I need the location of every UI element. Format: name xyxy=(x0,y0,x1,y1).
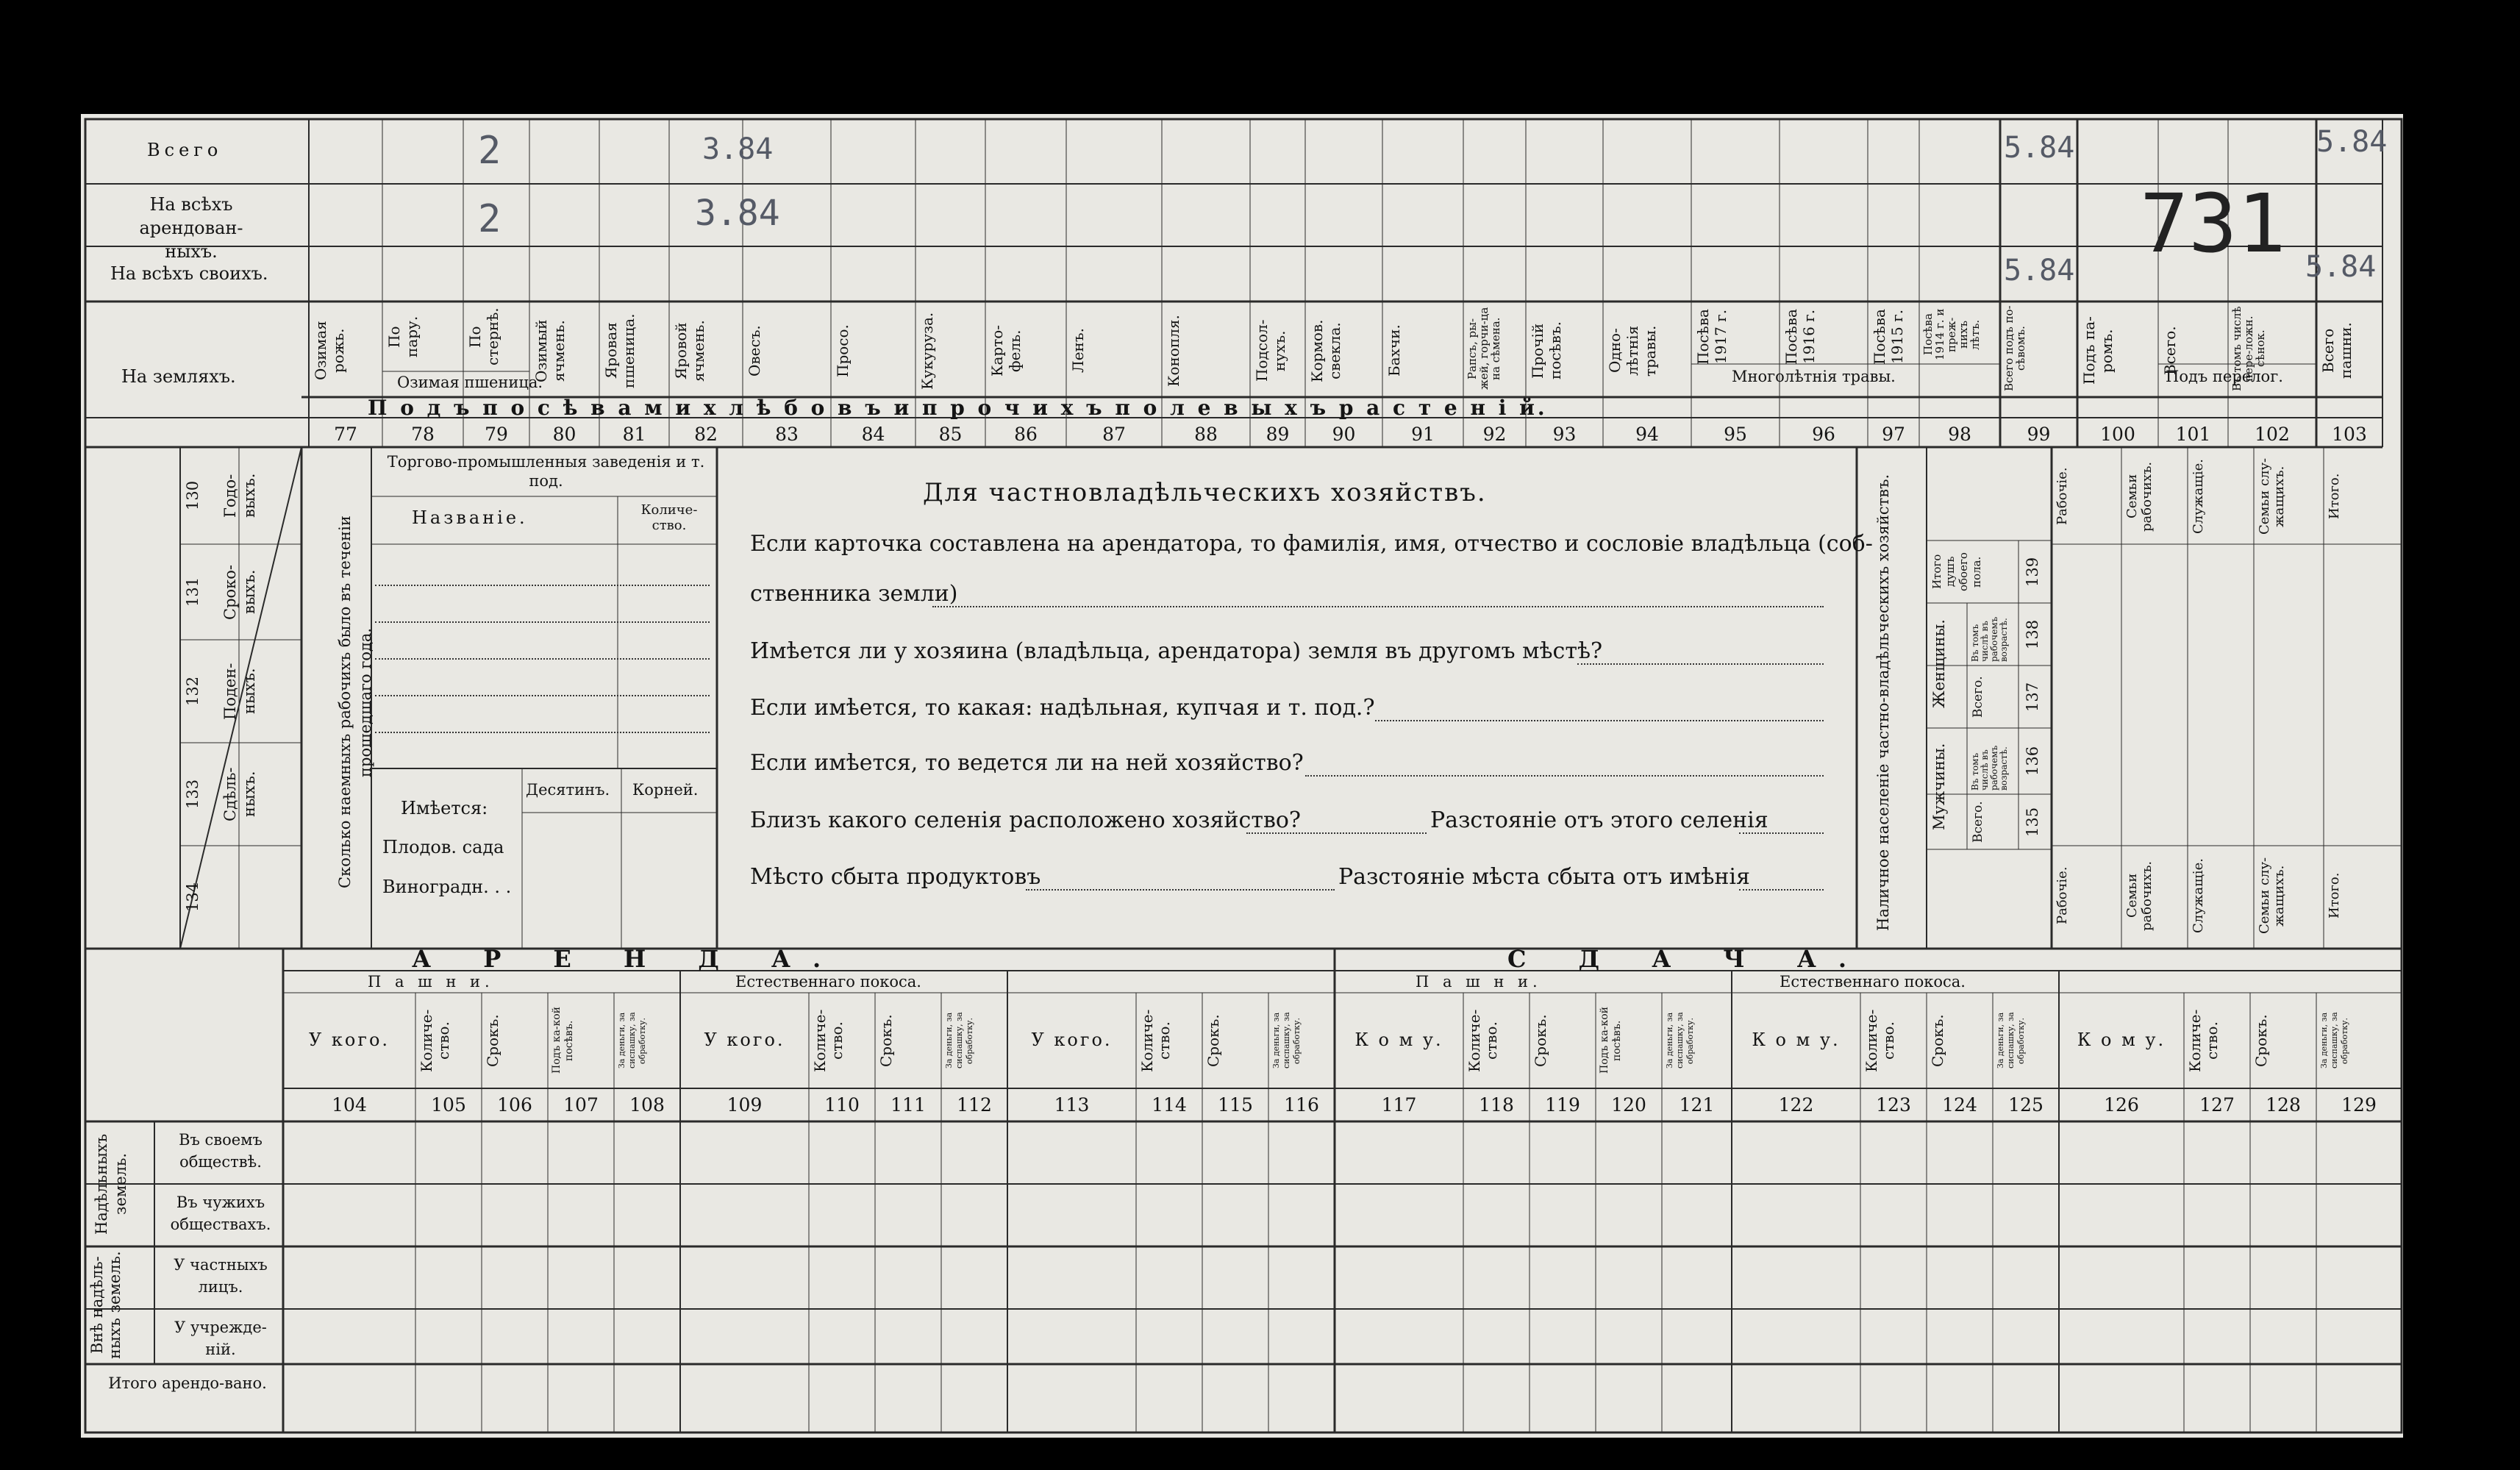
crop-column-number: 77 xyxy=(334,424,357,445)
row-uchrezhdeniy: У учрежде-ній. xyxy=(174,1319,267,1358)
crop-column-number: 80 xyxy=(552,424,577,445)
lease-column-number: 104 xyxy=(332,1094,367,1116)
lease-column-number: 122 xyxy=(1778,1094,1814,1116)
crop-column-number: 94 xyxy=(1635,424,1659,445)
trade-qty-header: Количе-ство. xyxy=(640,502,698,533)
staff-label: Итого. xyxy=(2327,872,2342,919)
vsego-label: Всего. xyxy=(1971,676,1985,718)
lease-column-number: 121 xyxy=(1679,1094,1715,1116)
vsego-label: Всего. xyxy=(1971,801,1985,843)
lease-column-label: За деньги, за сиспашку, за обработку. xyxy=(944,1012,974,1069)
question-owner-cont: ственника земли) xyxy=(750,581,958,607)
crop-column-number: 96 xyxy=(1812,424,1835,445)
row-chuzhih: Въ чужихъ обществахъ. xyxy=(170,1194,271,1233)
hired-workers-type: Поден-ныхъ. xyxy=(221,663,258,720)
answer-line xyxy=(1577,663,1824,665)
nalichnoe-label: Наличное населеніе частно-владѣльческихъ хозяйствъ. xyxy=(1874,474,1892,931)
hired-workers-number: 131 xyxy=(184,577,201,607)
question-market-distance: Разстояніе мѣста сбыта отъ имѣнія xyxy=(1338,864,1750,890)
lease-column-label: Количе-ство. xyxy=(1466,1009,1500,1072)
lease-column-label: Количе-ство. xyxy=(418,1009,452,1072)
answer-line xyxy=(1739,832,1824,834)
crop-column-number: 78 xyxy=(411,424,435,445)
lease-column-number: 110 xyxy=(824,1094,860,1116)
staff-label: Семьи рабочихъ. xyxy=(2124,461,2155,532)
question-owner: Если карточка составлена на арендатора, то фамилія, имя, отчество и сословіе владѣльца (соб- xyxy=(750,531,1873,557)
crop-column-label: Конопля. xyxy=(1165,315,1182,387)
mnogoletnie-label: Многолѣтнія травы. xyxy=(1732,368,1896,385)
crop-column-number: 86 xyxy=(1014,424,1038,445)
crop-column-number: 84 xyxy=(861,424,885,445)
crop-column-label: Овесъ. xyxy=(746,325,763,377)
lease-column-label: Срокъ. xyxy=(877,1014,895,1067)
arenda-pashni-label: П а ш н и. xyxy=(368,973,494,991)
lease-column-label: Срокъ. xyxy=(1929,1014,1946,1067)
question-farming: Если имѣется, то ведется ли на ней хозяйство? xyxy=(750,750,1304,776)
population-column-number: 138 xyxy=(2024,619,2041,649)
lease-column-label: Количе-ство. xyxy=(1138,1009,1173,1072)
private-title: Для частновладѣльческихъ хозяйствъ. xyxy=(923,478,1487,507)
crop-column-label: Прочій посѣвъ. xyxy=(1529,321,1564,380)
v-tom-label: Въ томъ числѣ въ рабочемъ возрастѣ. xyxy=(1970,616,2009,662)
row-itogo: Итого арендо-вано. xyxy=(108,1374,267,1392)
imeetsya-label: Имѣется: xyxy=(401,798,488,818)
lease-column-label: У кого. xyxy=(1031,1030,1113,1050)
crop-column-number: 99 xyxy=(2027,424,2051,445)
answer-line xyxy=(1246,832,1427,834)
crop-column-label: По пару. xyxy=(385,315,421,358)
na-zemlyah-label: На земляхъ. xyxy=(121,366,236,387)
hired-workers-number: 130 xyxy=(184,480,201,511)
crop-column-label: Одно-лѣтнія травы. xyxy=(1606,325,1659,377)
lease-column-number: 109 xyxy=(727,1094,763,1116)
crop-column-number: 101 xyxy=(2175,424,2211,445)
lease-column-number: 108 xyxy=(629,1094,665,1116)
trade-title: Торгово-промышленныя заведенія и т. под. xyxy=(387,453,705,490)
question-market: Мѣсто сбыта продуктовъ xyxy=(750,864,1041,890)
lease-column-label: У кого. xyxy=(308,1030,390,1050)
arenda-pokos-label: Естественнаго покоса. xyxy=(735,973,921,991)
population-column-number: 137 xyxy=(2024,682,2041,712)
population-column-number: 139 xyxy=(2024,557,2041,587)
hired-workers-number: 133 xyxy=(184,779,201,810)
crop-column-label: Яровая пшеница. xyxy=(602,313,638,388)
handwritten-value: 2 xyxy=(478,129,501,173)
crop-column-label: Яровой ячмень. xyxy=(672,320,707,382)
crop-column-number: 90 xyxy=(1332,424,1356,445)
lease-column-number: 118 xyxy=(1479,1094,1514,1116)
lease-column-label: Срокъ. xyxy=(2252,1014,2270,1067)
handwritten-value: 3.84 xyxy=(695,193,780,234)
crop-column-label: Рапсъ, ры-жей, горчи-ца на сѣмена. xyxy=(1466,307,1502,390)
hired-workers-type: Сроко-выхъ. xyxy=(221,564,258,620)
row-chastnyh: У частныхъ лицъ. xyxy=(174,1256,268,1296)
workers-question: Сколько наемныхъ рабочихъ было въ теченіи прошедшаго года. xyxy=(336,515,374,889)
staff-label: Рабочіе. xyxy=(2055,866,2070,925)
crop-column-number: 82 xyxy=(694,424,718,445)
crop-column-label: Озимый ячмень. xyxy=(532,319,568,382)
crop-column-number: 102 xyxy=(2255,424,2290,445)
sad-label: Плодов. сада xyxy=(382,837,504,857)
lease-column-label: Срокъ. xyxy=(1532,1014,1549,1067)
lease-column-label: За деньги, за сиспашку, за обработку. xyxy=(617,1012,647,1069)
answer-line xyxy=(1305,775,1824,777)
muzhchiny-label: Мужчины. xyxy=(1930,743,1948,831)
lease-column-label: Количе-ство. xyxy=(811,1009,846,1072)
lease-column-number: 112 xyxy=(957,1094,992,1116)
lease-column-label: К о м у. xyxy=(1354,1030,1443,1050)
staff-label: Семьи слу-жащихъ. xyxy=(2257,457,2287,535)
crop-column-label: Въ томъ числѣ пере-ложн. сѣнок. xyxy=(2230,306,2267,391)
crop-column-label: Ленъ. xyxy=(1069,328,1087,374)
crop-column-number: 95 xyxy=(1724,424,1747,445)
crop-column-number: 83 xyxy=(775,424,799,445)
lease-column-number: 105 xyxy=(431,1094,466,1116)
lease-column-number: 107 xyxy=(563,1094,599,1116)
lease-column-label: За деньги, за сиспашку, за обработку. xyxy=(1996,1012,2026,1069)
crop-column-label: Посѣва 1916 г. xyxy=(1782,309,1818,365)
v-tom-label: Въ томъ числѣ въ рабочемъ возрастѣ. xyxy=(1970,745,2009,791)
question-distance: Разстояніе отъ этого селенія xyxy=(1430,807,1768,833)
sdacha-title: С Д А Ч А. xyxy=(1507,945,1868,973)
staff-label: Служащіе. xyxy=(2191,459,2206,534)
crop-column-label: Кукуруза. xyxy=(918,312,936,390)
crop-column-number: 81 xyxy=(622,424,646,445)
crop-column-label: Подсол-нухъ. xyxy=(1253,319,1288,382)
crop-column-number: 97 xyxy=(1882,424,1905,445)
handwritten-value: 5.84 xyxy=(2305,250,2377,284)
crop-column-number: 98 xyxy=(1948,424,1971,445)
lease-column-number: 125 xyxy=(2008,1094,2044,1116)
handwritten-value: 5.84 xyxy=(2316,125,2388,159)
vne-nadel-label: Внѣ надѣль-ныхъ земель. xyxy=(88,1251,124,1360)
row-vsego-label: Всего xyxy=(147,140,223,160)
handwritten-value: 5.84 xyxy=(2004,131,2075,165)
lease-column-number: 115 xyxy=(1218,1094,1253,1116)
lease-column-label: Подъ ка-кой посѣвъ. xyxy=(1599,1007,1623,1074)
trade-name-header: Названіе. xyxy=(412,507,528,528)
crop-column-number: 88 xyxy=(1194,424,1218,445)
lease-column-number: 119 xyxy=(1545,1094,1580,1116)
itogo-oboego-label: Итого душъ обоего пола. xyxy=(1930,552,1983,591)
question-other-land: Имѣется ли у хозяина (владѣльца, арендатора) земля въ другомъ мѣстѣ? xyxy=(750,638,1603,664)
crop-column-number: 92 xyxy=(1482,424,1507,445)
banner-title: П о д ъ п о с ѣ в а м и х л ѣ б о в ъ и п р о ч и х ъ п о л е в ы х ъ р а с т е н і й. xyxy=(368,396,1548,420)
staff-label: Итого. xyxy=(2327,473,2342,520)
row-arendovannyh-label: На всѣхъ арендован- ныхъ. xyxy=(139,194,243,262)
lease-column-number: 111 xyxy=(890,1094,926,1116)
lease-column-label: Количе-ство. xyxy=(2186,1009,2221,1072)
sdacha-pokos-label: Естественнаго покоса. xyxy=(1780,973,1966,991)
staff-label: Служащіе. xyxy=(2191,858,2206,933)
crop-column-number: 85 xyxy=(938,424,963,445)
crop-column-label: Всего подъ по-сѣвомъ. xyxy=(2002,305,2027,392)
lease-column-label: Количе-ство. xyxy=(1863,1009,1897,1072)
crop-column-label: Всего пашни. xyxy=(2319,322,2355,379)
hired-workers-number: 134 xyxy=(184,882,201,913)
lease-column-number: 113 xyxy=(1054,1094,1090,1116)
sdacha-pashni-label: П а ш н и. xyxy=(1416,973,1542,991)
lease-column-number: 106 xyxy=(497,1094,532,1116)
pod-perelog-label: Подъ перелог. xyxy=(2166,368,2283,385)
crop-column-number: 100 xyxy=(2100,424,2135,445)
lease-column-number: 114 xyxy=(1152,1094,1187,1116)
crop-column-number: 87 xyxy=(1102,424,1126,445)
crop-column-number: 93 xyxy=(1552,424,1577,445)
crop-column-number: 79 xyxy=(485,424,508,445)
lease-column-number: 129 xyxy=(2341,1094,2377,1116)
crop-column-number: 103 xyxy=(2332,424,2367,445)
crop-column-label: Посѣва 1917 г. xyxy=(1694,309,1730,365)
crop-column-label: Карто-фель. xyxy=(988,324,1024,377)
crop-column-label: По стернѣ. xyxy=(466,307,501,366)
handwritten-mark: 731 xyxy=(2140,176,2286,271)
desyatin-header: Десятинъ. xyxy=(526,781,610,799)
lease-column-number: 128 xyxy=(2266,1094,2301,1116)
crop-column-label: Озимая рожь. xyxy=(312,321,347,381)
row-svoih-label: На всѣхъ своихъ. xyxy=(110,263,268,284)
lease-column-label: За деньги, за сиспашку, за обработку. xyxy=(1665,1012,1695,1069)
answer-line xyxy=(1739,889,1824,891)
lease-column-number: 127 xyxy=(2199,1094,2235,1116)
lease-column-number: 120 xyxy=(1611,1094,1646,1116)
question-village: Близъ какого селенія расположено хозяйство? xyxy=(750,807,1301,833)
handwritten-value: 2 xyxy=(478,197,501,241)
answer-line xyxy=(1026,889,1335,891)
crop-column-label: Бахчи. xyxy=(1385,324,1403,377)
crop-column-number: 89 xyxy=(1266,424,1290,445)
zhenshchiny-label: Женщины. xyxy=(1930,619,1948,708)
staff-label: Семьи слу-жащихъ. xyxy=(2257,857,2287,935)
lease-column-label: Срокъ. xyxy=(484,1014,501,1067)
lease-column-label: За деньги, за сиспашку, за обработку. xyxy=(2319,1012,2349,1069)
lease-column-label: К о м у. xyxy=(1752,1030,1841,1050)
lease-column-label: Подъ ка-кой посѣвъ. xyxy=(551,1007,575,1074)
answer-line xyxy=(1375,720,1824,721)
lease-column-number: 124 xyxy=(1942,1094,1977,1116)
crop-column-label: Кормов. свекла. xyxy=(1308,319,1343,382)
population-column-number: 136 xyxy=(2024,746,2041,777)
crop-column-label: Всего. xyxy=(2161,326,2179,376)
lease-column-number: 116 xyxy=(1284,1094,1319,1116)
question-land-type: Если имѣется, то какая: надѣльная, купчая и т. под.? xyxy=(750,695,1375,721)
lease-column-number: 123 xyxy=(1876,1094,1911,1116)
ozimaya-pshenitsa-label: Озимая пшеница. xyxy=(397,374,543,391)
arenda-title: А Р Е Н Д А. xyxy=(412,945,843,973)
lease-column-label: У кого. xyxy=(704,1030,785,1050)
crop-column-label: Посѣва 1914 г. и преж-нихъ лѣтъ. xyxy=(1921,308,1982,361)
staff-label: Семьи рабочихъ. xyxy=(2124,860,2155,931)
nadelnyh-label: Надѣльныхъ земель. xyxy=(93,1133,129,1235)
hired-workers-number: 132 xyxy=(184,676,201,707)
korney-header: Корней. xyxy=(632,781,699,799)
hired-workers-type: Годо-выхъ. xyxy=(221,473,258,518)
staff-label: Рабочіе. xyxy=(2055,467,2070,526)
handwritten-value: 5.84 xyxy=(2004,254,2075,288)
crop-column-label: Посѣва 1915 г. xyxy=(1871,309,1906,365)
lease-column-number: 126 xyxy=(2104,1094,2139,1116)
crop-column-number: 91 xyxy=(1411,424,1435,445)
population-column-number: 135 xyxy=(2024,807,2041,837)
crop-column-label: Подъ па-ромъ. xyxy=(2080,316,2116,385)
answer-line xyxy=(932,606,1824,607)
lease-column-label: К о м у. xyxy=(2077,1030,2166,1050)
vinograd-label: Виноградн. . . xyxy=(382,877,512,897)
row-svoem: Въ своемъ обществѣ. xyxy=(179,1131,263,1171)
lease-column-label: За деньги, за сиспашку, за обработку. xyxy=(1271,1012,1302,1069)
lease-column-number: 117 xyxy=(1381,1094,1417,1116)
handwritten-value: 3.84 xyxy=(702,132,774,166)
crop-column-label: Просо. xyxy=(834,324,852,377)
hired-workers-type: Сдѣль-ныхъ. xyxy=(221,767,258,821)
lease-column-label: Срокъ. xyxy=(1204,1014,1222,1067)
